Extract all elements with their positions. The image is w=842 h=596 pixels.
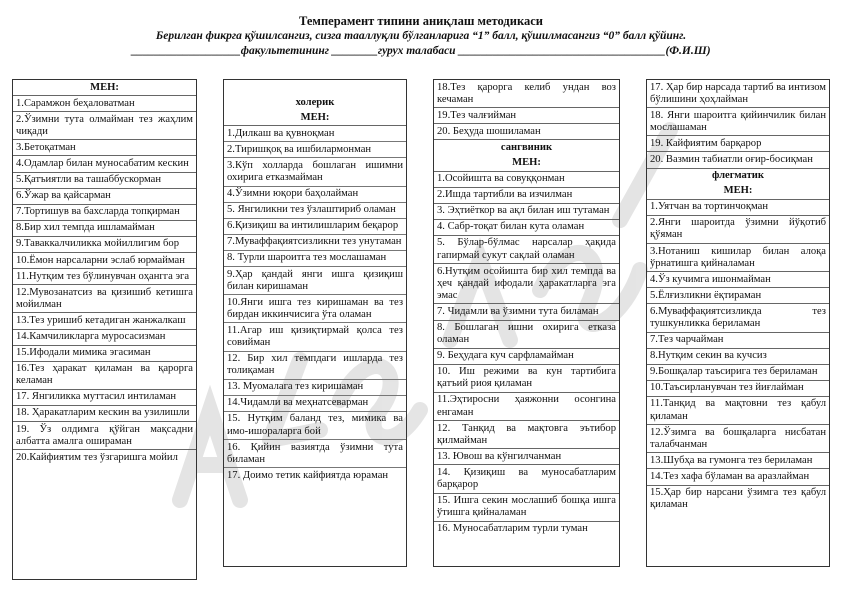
statement-item: 8.Нутқим секин ва кучсиз	[647, 349, 829, 365]
column-phlegmatic-statements	[433, 79, 620, 567]
statement-item: 13.Шубҳа ва гумонга тез бериламан	[647, 453, 829, 469]
statement-item: 10. Иш режими ва кун тартибига қатъий риоя қиламан	[434, 365, 619, 393]
statement-item: 7.Тез чарчайман	[647, 333, 829, 349]
statement-item: 10.Ёмон нарсаларни эслаб юрмайман	[13, 253, 196, 269]
column-heading: МЕН:	[13, 80, 196, 96]
statement-item: 6.Ўжар ва қайсарман	[13, 189, 196, 205]
column-heading: МЕН:	[434, 155, 619, 171]
type-label: холерик	[295, 96, 335, 108]
statement-item: 4. Сабр-тоқат билан кута оламан	[434, 220, 619, 236]
statement-item: 15.Ифодали мимика эгасиман	[13, 346, 196, 362]
statement-item: 10.Таъсирланувчан тез йиғлайман	[647, 381, 829, 397]
statement-item: 20. Беҳуда шошиламан	[434, 124, 619, 140]
statement-item: 3.Нотаниш кишилар билан алоқа ўрнатишга қийналаман	[647, 244, 829, 272]
statement-item: 18. Янги шароитга қийинчилик билан мослашаман	[647, 108, 829, 136]
statement-item: 2.Тиришқоқ ва ишбилармонман	[224, 142, 406, 158]
statement-item: 20. Вазмин табиатли оғир-босиқман	[647, 152, 829, 168]
statement-item: 4.Ўзимни юқори баҳолайман	[224, 187, 406, 203]
statement-item: 12. Танқид ва мақтовга эътибор қилмайман	[434, 421, 619, 449]
statement-item: 17. Янгиликка муттасил интиламан	[13, 390, 196, 406]
column-melancholic-statements	[646, 79, 830, 567]
statement-item: 11.Агар иш қизиқтирмай қолса тез совийман	[224, 323, 406, 351]
statement-item: 19. Ўз олдимга қўйган мақсадни албатта амалга ошираман	[13, 422, 196, 450]
statement-item: 12. Бир хил темпдаги ишларда тез толиқаман	[224, 352, 406, 380]
statement-item: 18. Ҳаракатларим кескин ва узилишли	[13, 406, 196, 422]
statement-item: 11.Танқид ва мақтовни тез қабул қиламан	[647, 397, 829, 425]
statement-item: 4.Ўз кучимга ишонмайман	[647, 272, 829, 288]
statement-item: 3. Эҳтиёткор ва ақл билан иш тутаман	[434, 204, 619, 220]
statement-item: 13. Муомалага тез киришаман	[224, 380, 406, 396]
statement-item: 7.Муваффақиятсизликни тез унутаман	[224, 235, 406, 251]
statement-item: 9.Ҳар қандай янги ишга қизиқиш билан киришаман	[224, 267, 406, 295]
statement-item: 13. Ювош ва кўнгилчанман	[434, 449, 619, 465]
faculty-group-name-line: ___________________факультетининг ________гурух талабаси ____________________________________(Ф.И.Ш)	[131, 45, 711, 57]
statement-item: 14. Қизиқиш ва муносабатларим барқарор	[434, 465, 619, 493]
statement-item: 8. Бошлаган ишни охирига етказа оламан	[434, 321, 619, 349]
statement-item: 7. Чидамли ва ўзимни тута биламан	[434, 304, 619, 320]
statement-item: 7.Тортишув ва бахсларда топқирман	[13, 205, 196, 221]
statement-item: 2.Ишда тартибли ва изчилман	[434, 188, 619, 204]
column-sanguine-statements	[223, 79, 407, 567]
statement-item: 9.Таваккалчиликка мойиллигим бор	[13, 237, 196, 253]
statement-item: 15. Нутқим баланд тез, мимика ва имо-ишораларга бой	[224, 412, 406, 440]
type-label: флегматик	[712, 170, 764, 182]
statement-item: 2.Ўзимни тута олмайман тез жаҳлим чиқади	[13, 112, 196, 140]
statement-item: 5.Қатъиятли ва ташаббускорман	[13, 173, 196, 189]
type-label: сангвиник	[500, 141, 553, 153]
statement-item: 16. Муносабатларим турли туман	[437, 523, 588, 535]
statement-item: 8. Турли шароитга тез мослашаман	[224, 251, 406, 267]
statement-item: 14.Тез хафа бўламан ва аразлайман	[647, 469, 829, 485]
instructions: Берилган фикрга қўшилсангиз, сизга тааллуқли бўлганларига “1” балл, қўшилмасангиз “0” балл қўйинг.	[155, 30, 687, 42]
statement-item: 3.Бетоқатман	[13, 140, 196, 156]
document-header	[0, 14, 842, 59]
column-heading: МЕН:	[224, 110, 406, 126]
statement-item: 15. Ишга секин мослашиб бошқа ишга ўтишга қийналаман	[434, 494, 619, 522]
statement-item: 5. Янгиликни тез ўзлаштириб оламан	[224, 203, 406, 219]
statement-item: 6.Қизиқиш ва интилишларим беқарор	[224, 219, 406, 235]
statement-item: 6.Нутқим осойишта бир хил темпда ва ҳеч қандай ифодали ҳаракатларга эга эмас	[434, 264, 619, 304]
statement-item: 9. Беҳудага куч сарфламайман	[434, 349, 619, 365]
statement-item: 18.Тез қарорга келиб ундан воз кечаман	[434, 80, 619, 108]
statement-item: 14.Чидамли ва меҳнатсеварман	[224, 396, 406, 412]
statement-item: 19.Тез чалғийман	[434, 108, 619, 124]
column-choleric-statements	[12, 79, 197, 580]
statement-item: 12.Мувозанатсиз ва қизишиб кетишга мойилман	[13, 285, 196, 313]
statement-item: 17. Ҳар бир нарсада тартиб ва интизом бўлишини ҳоҳлайман	[647, 80, 829, 108]
statement-item: 11.Нутқим тез бўлинувчан оҳангга эга	[13, 269, 196, 285]
statement-item: 4.Одамлар билан муносабатим кескин	[13, 156, 196, 172]
statement-item: 5.Ёлғизликни ёқтираман	[647, 288, 829, 304]
statement-item: 6.Муваффақиятсизликда тез тушкунликка бериламан	[647, 304, 829, 332]
statement-item: 14.Камчиликларга муросасизман	[13, 330, 196, 346]
statement-item: 1.Осойишта ва совуққонман	[434, 172, 619, 188]
statement-item: 15.Ҳар бир нарсани ўзимга тез қабул қиламан	[650, 487, 826, 511]
statement-item: 9.Бошқалар таъсирига тез бериламан	[647, 365, 829, 381]
statement-item: 17. Доимо тетик кайфиятда юраман	[227, 469, 389, 481]
statement-item: 1.Дилкаш ва қувноқман	[224, 126, 406, 142]
statement-item: 3.Кўп холларда бошлаган ишимни охирига етказмайман	[224, 158, 406, 186]
statement-item: 19. Кайфиятим барқарор	[647, 136, 829, 152]
statement-item: 11.Эҳтиросни ҳаяжонни осонгина енгаман	[434, 393, 619, 421]
spacer	[224, 80, 406, 95]
statement-item: 1.Сарамжон беҳаловатман	[13, 96, 196, 112]
statement-item: 20.Кайфиятим тез ўзгаришга мойил	[16, 451, 178, 463]
column-heading: МЕН:	[647, 184, 829, 200]
statement-item: 5. Бўлар-бўлмас нарсалар ҳақида гапирмай сукут сақлай оламан	[434, 236, 619, 264]
statement-item: 13.Тез уришиб кетадиган жанжалкаш	[13, 313, 196, 329]
document-title: Темперамент типини аниқлаш методикаси	[299, 14, 543, 28]
statement-item: 16. Қийин вазиятда ўзимни тута биламан	[224, 440, 406, 468]
statement-item: 12.Ўзимга ва бошқаларга нисбатан талабчанман	[647, 425, 829, 453]
statement-item: 8.Бир хил темпда ишламайман	[13, 221, 196, 237]
statement-item: 2.Янги шароитда ўзимни йўқотиб қўяман	[647, 216, 829, 244]
statement-item: 1.Уятчан ва тортинчоқман	[647, 200, 829, 216]
statement-item: 16.Тез ҳаракат қиламан ва қарорга келаман	[13, 362, 196, 390]
statement-item: 10.Янги ишга тез киришаман ва тез бирдан иккинчисига ўта оламан	[224, 295, 406, 323]
